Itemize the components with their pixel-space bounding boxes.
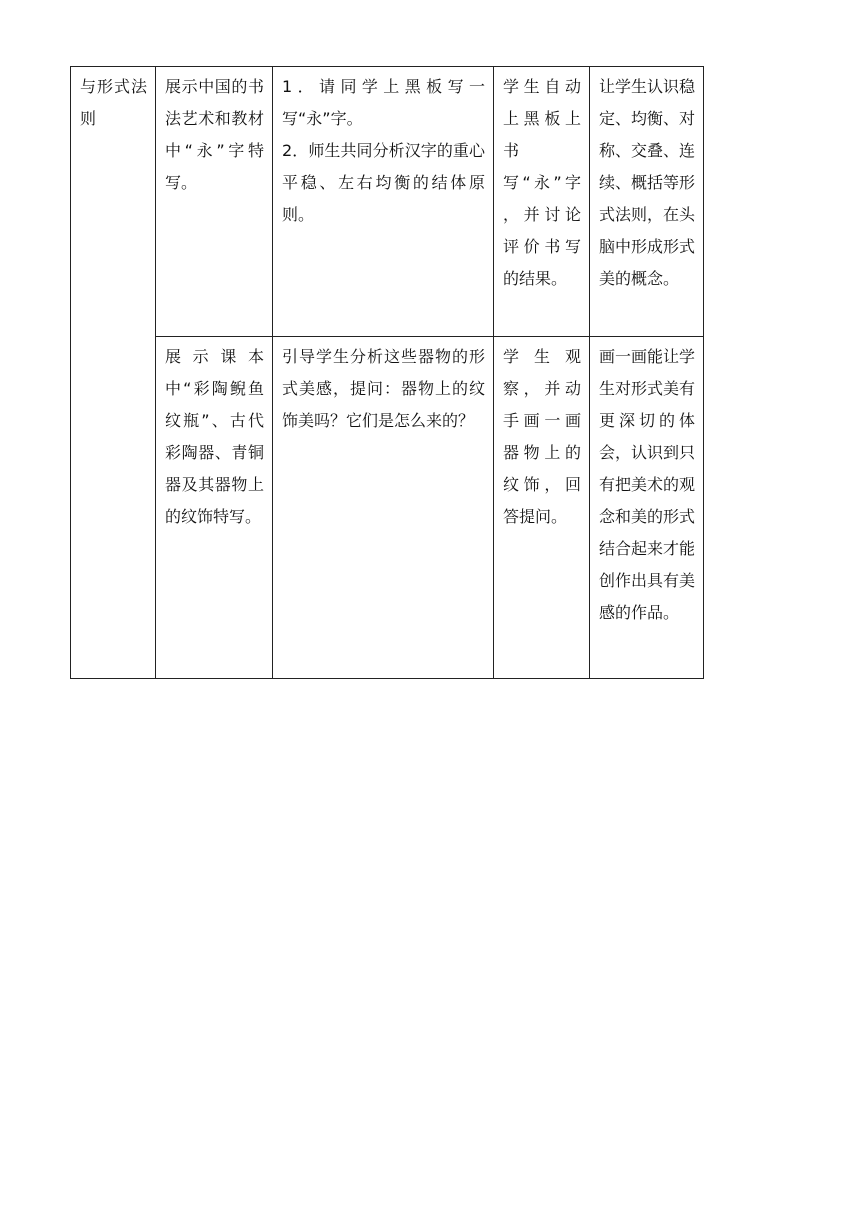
teacher-activity-text: 展示课本中“彩陶鲵鱼纹瓶”、古代彩陶器、青铜器及其器物上的纹饰特写。	[165, 347, 264, 526]
student-activity-text: 学生自动上黑板上书写“永”字，并讨论评价书写的结果。	[503, 77, 581, 288]
teacher-activity-cell	[156, 67, 273, 337]
table-row	[71, 67, 704, 337]
purpose-cell	[590, 67, 704, 337]
purpose-text: 让学生认识稳定、均衡、对称、交叠、连续、概括等形式法则，在头脑中形成形式美的概念。	[599, 77, 696, 288]
student-activity-text: 学生观察，并动手画一画器物上的纹饰，回答提问。	[503, 347, 581, 526]
purpose-text: 画一画能让学生对形式美有更深切的体会，认识到只有把美术的观念和美的形式结合起来才能创作出具有美感的作品。	[599, 347, 696, 622]
content-cell	[273, 67, 494, 337]
student-activity-cell	[494, 337, 590, 679]
lesson-plan-table	[70, 66, 704, 679]
content-cell	[273, 337, 494, 679]
stage-cell	[71, 67, 156, 679]
teacher-activity-cell	[156, 337, 273, 679]
student-activity-cell	[494, 67, 590, 337]
stage-text: 与形式法则	[80, 77, 147, 128]
purpose-cell	[590, 337, 704, 679]
content-text: 引导学生分析这些器物的形式美感，提问：器物上的纹饰美吗？它们是怎么来的？	[282, 347, 485, 430]
content-text: 1．请同学上黑板写一写“永”字。 2．师生共同分析汉字的重心平稳、左右均衡的结体原则。	[282, 77, 485, 224]
table-row	[71, 337, 704, 679]
teacher-activity-text: 展示中国的书法艺术和教材中“永”字特写。	[165, 77, 264, 192]
